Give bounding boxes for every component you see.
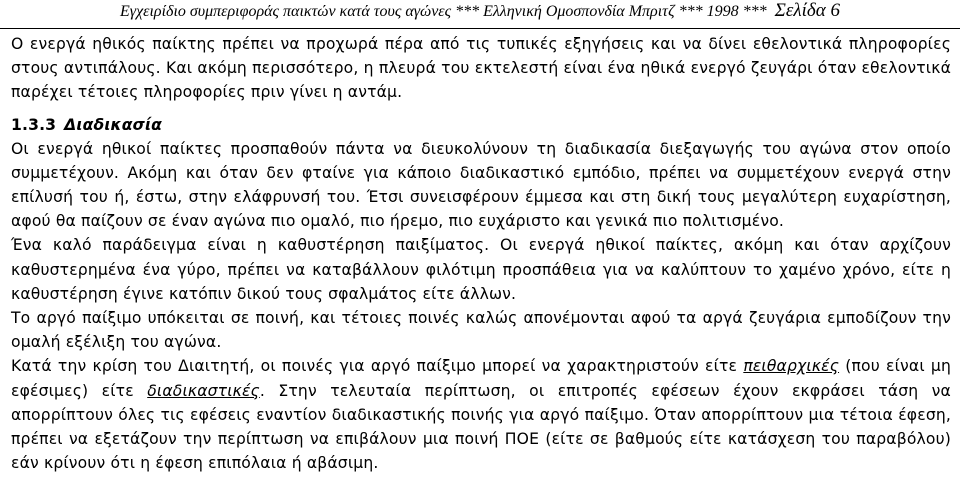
section-heading: [11, 113, 951, 137]
page-header: [0, 0, 960, 29]
paragraph-4: Το αργό παίξιμο υπόκειται σε ποινή, και τέτοιες ποινές καλώς απονέμονται αφού τα αργά ζευγάρια εμποδίζουν την ομαλή εξέλιξη του αγώνα.: [11, 309, 951, 352]
document-body: [11, 32, 951, 475]
paragraph-1: Ο ενεργά ηθικός παίκτης πρέπει να προχωρά πέρα από τις τυπικές εξηγήσεις και να δίνει εθελοντικά πληροφορίες στους αντιπάλους. Και ακόμη περισσότερο, η πλευρά του εκτελεστή είναι ένα ηθικά ενεργό ζευγάρι όταν εθελοντικά παρέχει τέτοιες πληροφορίες πριν γίνει η αντάμ.: [11, 35, 951, 102]
paragraph-5-part-3: . Στην τελευταία περίπτωση, οι επιτροπές εφέσεων έχουν εκφράσει τάση να απορρίπτουν όλες τις εφέσεις εναντίον διαδικαστικής ποινής για αργό παίξιμο. Όταν απορρίπτουν μια τέτοια έφεση, πρέπει να εξετάζουν την περίπτωση να επιβάλουν μια ποινή ΠΟΕ (είτε σε βαθμούς είτε κατάσχεση του παραβόλου) εάν κρίνουν ότι η έφεση επιπόλαια ή αβάσιμη.: [11, 381, 951, 473]
header-text: Εγχειρίδιο συμπεριφοράς παικτών κατά τους αγώνες *** Ελληνική Ομοσπονδία Μπριτζ *** 1998 ***: [120, 3, 767, 20]
page-number: Σελίδα 6: [774, 0, 840, 21]
section-number: 1.3.3: [11, 115, 57, 134]
paragraph-3: Ένα καλό παράδειγμα είναι η καθυστέρηση παιξίματος. Οι ενεργά ηθικοί παίκτες, ακόμη και όταν αρχίζουν καθυστερημένα ένα γύρο, πρέπει να καταβάλλουν φιλότιμη προσπάθεια για να καλύπτουν το χαμένο χρόνο, είτε η καθυστέρηση έγινε κατόπιν δικού τους σφαλμάτος είτε άλλων.: [11, 236, 951, 303]
term-procedural: διαδικαστικές: [147, 381, 260, 400]
term-disciplinary: πειθαρχικές: [743, 357, 840, 376]
paragraph-5-part-1: Κατά την κρίση του Διαιτητή, οι ποινές για αργό παίξιμο μπορεί να χαρακτηριστούν είτε: [11, 357, 738, 376]
paragraph-5: [11, 354, 951, 475]
section-title: Διαδικασία: [64, 115, 163, 134]
paragraph-2: Οι ενεργά ηθικοί παίκτες προσπαθούν πάντα να διευκολύνουν τη διαδικασία διεξαγωγής του αγώνα στον οποίο συμμετέχουν. Ακόμη και όταν δεν φταίνε για κάποιο διαδικαστικό εμπόδιο, πρέπει να συμμετέχουν ενεργά στην επίλυσή του ή, έστω, στην ελάφρυνσή του. Έτσι συνεισφέρουν έμμεσα και στη δική τους μεγαλύτερη ευχαρίστηση, αφού θα παίζουν σε έναν αγώνα πιο ομαλό, πιο ήρεμο, πιο ευχάριστο και γενικά πιο πολιτισμένο.: [11, 139, 951, 231]
paragraph-5-part-2: (που είναι μη εφέσιμες) είτε: [11, 357, 952, 400]
